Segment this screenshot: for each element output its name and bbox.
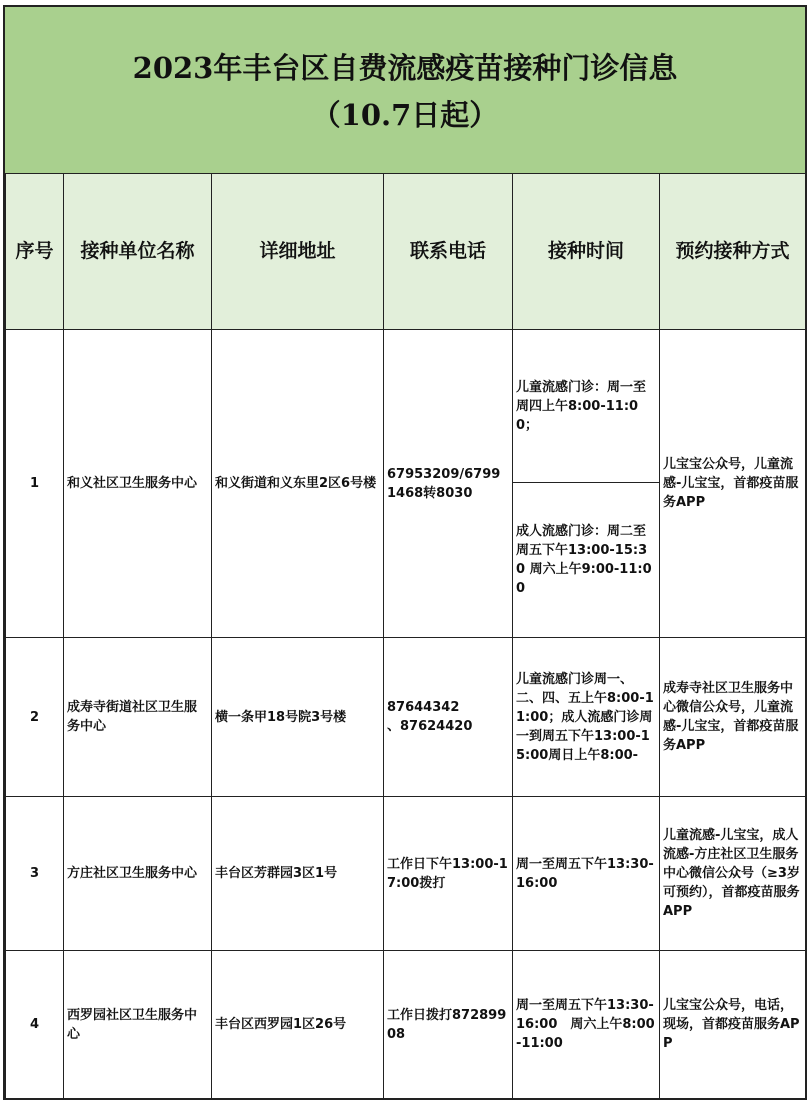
time-children: 儿童流感门诊：周一至周四上午8:00-11:00； (513, 330, 659, 483)
page-subtitle: （10.7日起） (311, 98, 499, 132)
vaccination-time: 周一至周五下午13:30-16:00 周六上午8:00-11:00 (513, 951, 660, 1099)
header-phone: 联系电话 (384, 174, 513, 330)
header-address: 详细地址 (212, 174, 384, 330)
title-banner (5, 7, 805, 175)
page-title: 2023年丰台区自费流感疫苗接种门诊信息 (132, 51, 678, 85)
header-row (6, 174, 806, 330)
unit-name: 成寿寺街道社区卫生服务中心 (64, 638, 212, 797)
row-index: 4 (6, 951, 64, 1099)
vaccination-time: 儿童流感门诊周一、二、四、五上午8:00-11:00；成人流感门诊周一到周五下午13:00-15:00周日上午8:00- (513, 638, 660, 797)
phone: 工作日拨打87289908 (384, 951, 513, 1099)
vaccination-time: 周一至周五下午13:30-16:00 (513, 797, 660, 951)
row-index: 1 (6, 330, 64, 638)
phone: 87644342 、87624420 (384, 638, 513, 797)
header-index: 序号 (6, 174, 64, 330)
booking-method: 儿宝宝公众号，儿童流感-儿宝宝，首都疫苗服务APP (660, 330, 806, 638)
booking-method: 儿宝宝公众号，电话，现场，首都疫苗服务APP (660, 951, 806, 1099)
unit-name: 方庄社区卫生服务中心 (64, 797, 212, 951)
header-unit: 接种单位名称 (64, 174, 212, 330)
table-row (6, 638, 806, 797)
phone: 工作日下午13:00-17:00拨打 (384, 797, 513, 951)
header-method: 预约接种方式 (660, 174, 806, 330)
booking-method: 儿童流感-儿宝宝，成人流感-方庄社区卫生服务中心微信公众号（≥3岁可预约），首都疫苗服务APP (660, 797, 806, 951)
address: 丰台区芳群园3区1号 (212, 797, 384, 951)
unit-name: 和义社区卫生服务中心 (64, 330, 212, 638)
unit-name: 西罗园社区卫生服务中心 (64, 951, 212, 1099)
row-index: 2 (6, 638, 64, 797)
address: 横一条甲18号院3号楼 (212, 638, 384, 797)
time-adult: 成人流感门诊：周二至周五下午13:00-15:30 周六上午9:00-11:00 (516, 524, 652, 596)
clinic-table (5, 173, 806, 1099)
address: 丰台区西罗园1区26号 (212, 951, 384, 1099)
table-row (6, 797, 806, 951)
table-row (6, 330, 806, 638)
phone: 67953209/67991468转8030 (384, 330, 513, 638)
address: 和义街道和义东里2区6号楼 (212, 330, 384, 638)
table-row (6, 951, 806, 1099)
row-index: 3 (6, 797, 64, 951)
schedule-sheet (3, 5, 807, 1100)
time-cell (513, 330, 660, 638)
booking-method: 成寿寺社区卫生服务中心微信公众号，儿童流感-儿宝宝，首都疫苗服务APP (660, 638, 806, 797)
header-time: 接种时间 (513, 174, 660, 330)
